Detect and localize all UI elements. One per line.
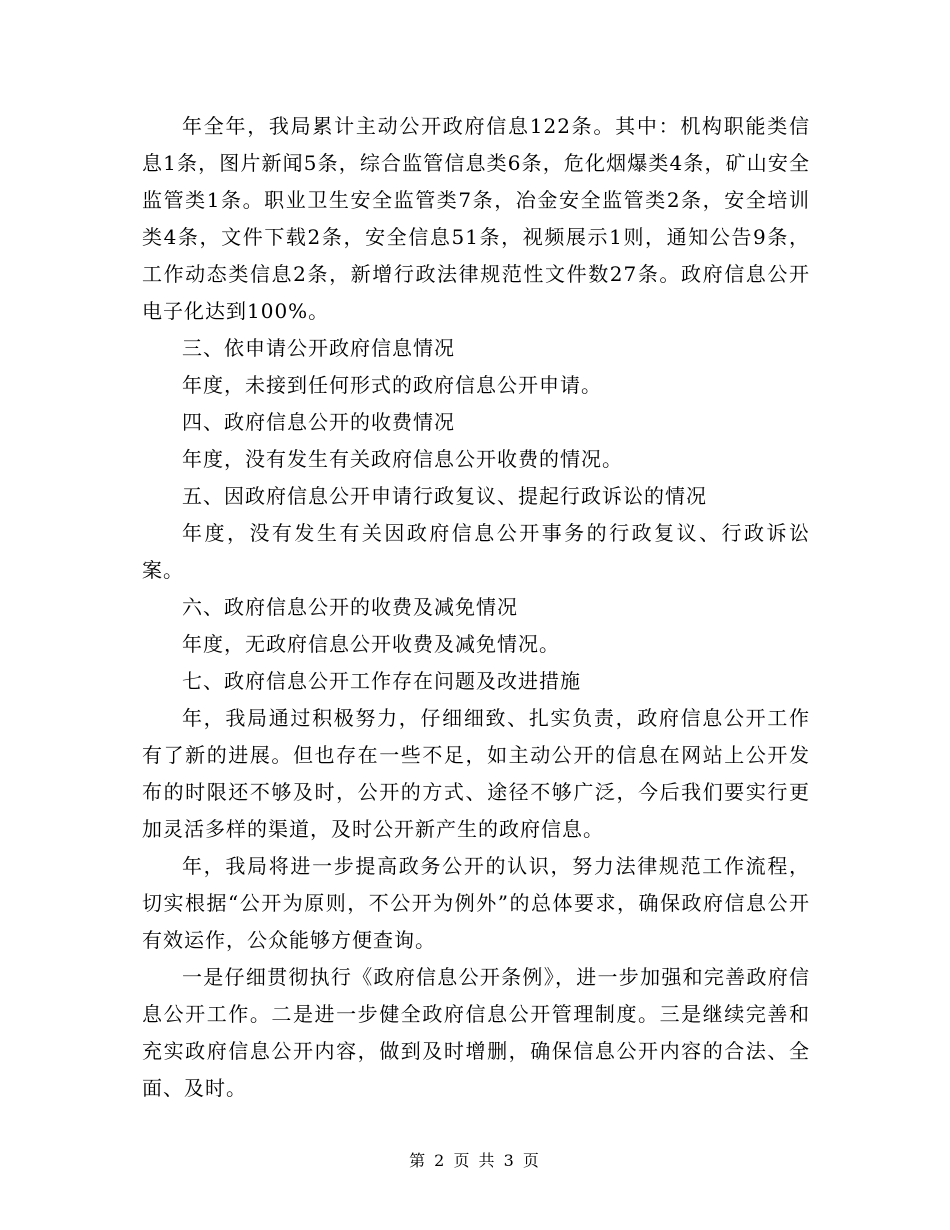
paragraph-section-3: 年度，未接到任何形式的政府信息公开申请。 [182,373,602,397]
section-heading-7: 七、政府信息公开工作存在问题及改进措施 [182,669,581,693]
section-heading-5: 五、因政府信息公开申请行政复议、提起行政诉讼的情况 [182,484,707,508]
document-body [142,108,810,1107]
paragraph-section-6: 年度，无政府信息公开收费及减免情况。 [182,632,560,656]
paragraph-section-5: 年度，没有发生有关因政府信息公开事务的行政复议、行政诉讼案。 [142,521,810,582]
section-heading-3: 三、依申请公开政府信息情况 [182,336,455,360]
paragraph-section-7-c: 一是仔细贯彻执行《政府信息公开条例》，进一步加强和完善政府信息公开工作。二是进一步健全政府信息公开管理制度。三是继续完善和充实政府信息公开内容，做到及时增删，确保信息公开内容的合法、全面、及时。 [142,965,810,1100]
page-number-footer: 第 2 页 共 3 页 [409,1151,541,1170]
section-heading-4: 四、政府信息公开的收费情况 [182,410,455,434]
paragraph-summary: 年全年，我局累计主动公开政府信息122条。其中：机构职能类信息1条，图片新闻5条，综合监管信息类6条，危化烟爆类4条，矿山安全监管类1条。职业卫生安全监管类7条，冶金安全监管类2条，安全培训类4条，文件下载2条，安全信息51条，视频展示1则，通知公告9条，工作动态类信息2条，新增行政法律规范性文件数27条。政府信息公开电子化达到100%。 [142,114,810,323]
section-heading-6: 六、政府信息公开的收费及减免情况 [182,595,518,619]
paragraph-section-4: 年度，没有发生有关政府信息公开收费的情况。 [182,447,623,471]
paragraph-section-7-b: 年，我局将进一步提高政务公开的认识，努力法律规范工作流程，切实根据“公开为原则，不公开为例外”的总体要求，确保政府信息公开有效运作，公众能够方便查询。 [142,854,810,952]
paragraph-section-7-a: 年，我局通过积极努力，仔细细致、扎实负责，政府信息公开工作有了新的进展。但也存在一些不足，如主动公开的信息在网站上公开发布的时限还不够及时，公开的方式、途径不够广泛，今后我们要实行更加灵活多样的渠道，及时公开新产生的政府信息。 [142,706,810,841]
